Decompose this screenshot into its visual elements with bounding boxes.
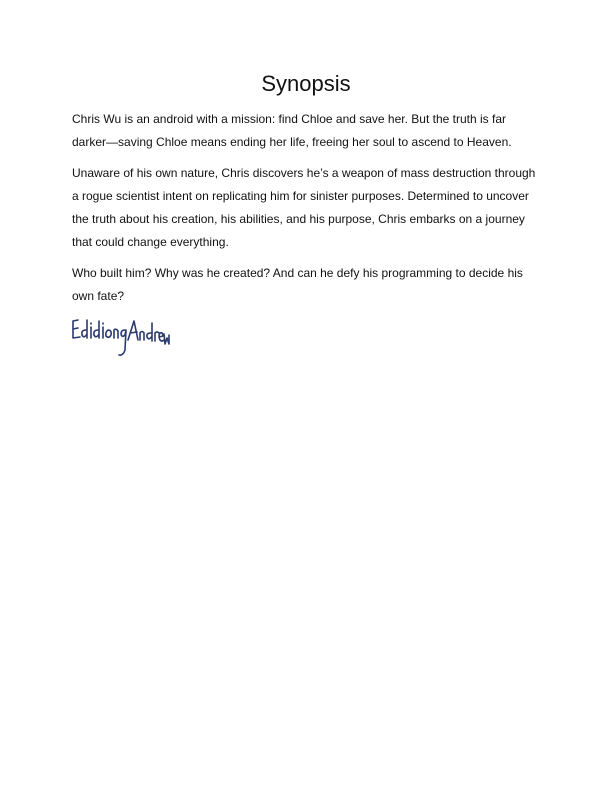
page-title: Synopsis xyxy=(261,71,351,96)
paragraph-2: Unaware of his own nature, Chris discovers he’s a weapon of mass destruction through a rogue scientist intent on replicating him for sinister purposes. Determined to uncover the truth about his creation, his abilities, and his purpose, Chris embarks on a journey that could change everything. xyxy=(72,166,536,249)
synopsis-body xyxy=(72,108,542,317)
handwritten-signature xyxy=(70,314,170,362)
paragraph-1: Chris Wu is an android with a mission: find Chloe and save her. But the truth is far darker—saving Chloe means ending her life, freeing her soul to ascend to Heaven. xyxy=(72,112,512,149)
paragraph-3: Who built him? Why was he created? And can he defy his programming to decide his own fate? xyxy=(72,266,523,303)
